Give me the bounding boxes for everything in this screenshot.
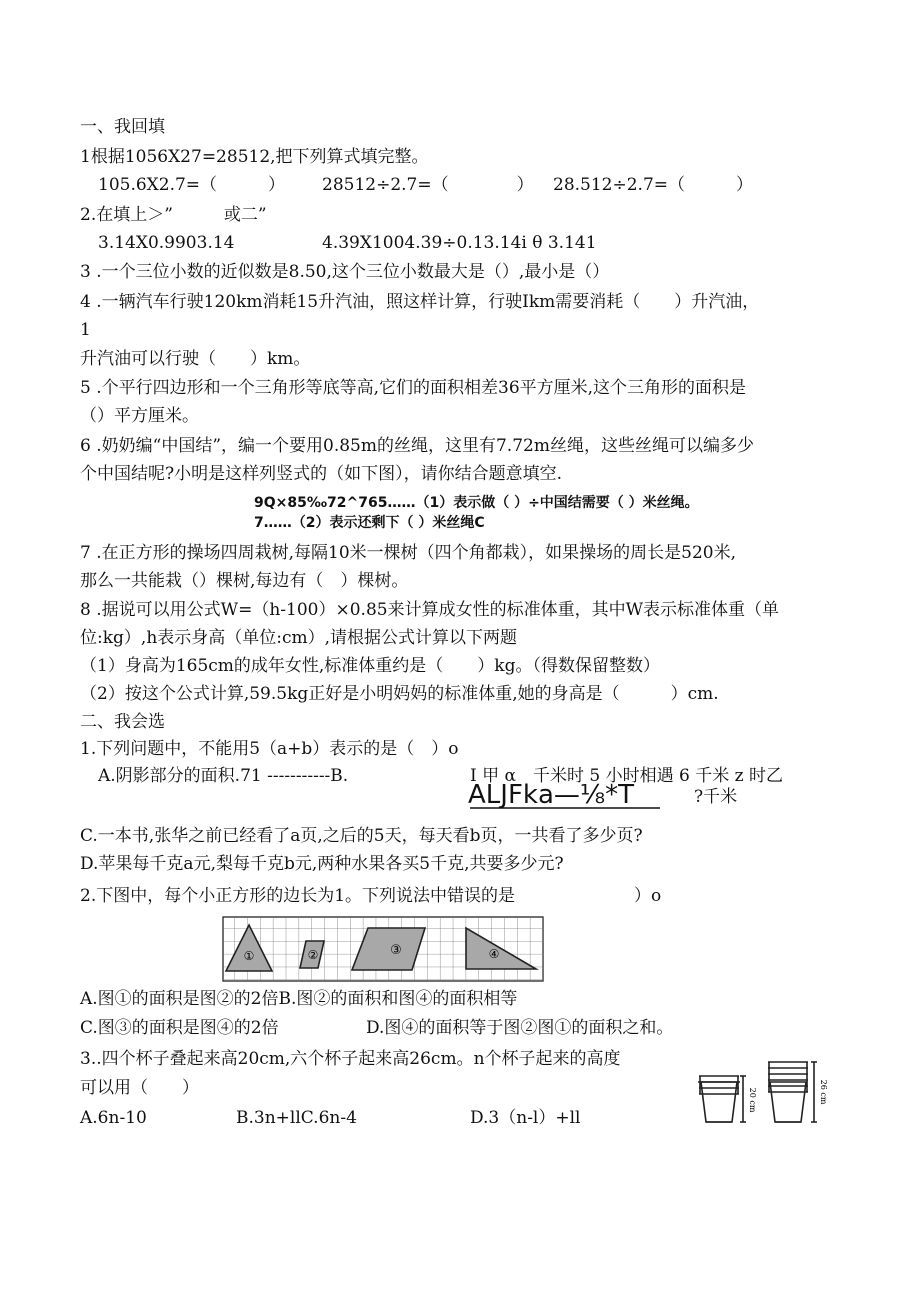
q5-line-1: 5 .个平行四边形和一个三角形等底等高,它们的面积相差36平方厘米,这个三角形的面积是 (80, 378, 747, 398)
s2-q1-option-d: D.苹果每千克a元,梨每千克b元,两种水果各买5千克,共要多少元? (80, 854, 564, 874)
q1-item-1: 105.6X2.7=（ ） (98, 175, 286, 195)
cup-stack-4 (698, 1076, 746, 1122)
q2-stem: 2.在填上＞” 或二” (80, 205, 267, 225)
s2-q2-stem: 2.下图中，每个小正方形的边长为1。下列说法中错误的是 (80, 886, 516, 906)
s2-q1-option-c: C.一本书,张华之前已经看了a页,之后的5天，每天看b页，一共看了多少页? (80, 826, 643, 846)
s2-q3-option-d: D.3（n-l）+ll (470, 1108, 581, 1128)
q5-line-2: （）平方厘米。 (80, 406, 199, 426)
q6-calc-line-2: 7……（2）表示还剩下（ ）米丝绳C (254, 515, 485, 531)
q1-item-2: 28512÷2.7=（ ） (322, 175, 534, 195)
q4-line-2: 1 (80, 320, 91, 340)
s2-q1-option-b-underline (470, 806, 670, 810)
section-2-title: 二、我会选 (80, 712, 165, 732)
s2-q3-option-bc: B.3n+llC.6n-4 (236, 1108, 357, 1128)
s2-q3-option-a: A.6n-10 (80, 1108, 147, 1128)
s2-q1-stem: 1.下列问题中，不能用5（a+b）表示的是（ ）o (80, 739, 459, 759)
shape-4-label: ④ (488, 947, 500, 961)
s2-q1-option-b-line-1: I 甲 α 千米时 5 小时相遇 6 千米 z 时乙 (470, 766, 784, 786)
s2-q2-option-ab: A.图①的面积是图②的2倍B.图②的面积和图④的面积相等 (80, 989, 518, 1009)
s2-q2-option-d: D.图④的面积等于图②图①的面积之和。 (366, 1018, 674, 1038)
q8-line-1: 8 .据说可以用公式W=（h-100）×0.85来计算成女性的标准体重，其中W表示标准体重（单 (80, 600, 780, 620)
s2-q3-line-2: 可以用（ ） (80, 1078, 199, 1098)
shape-2-label: ② (307, 948, 319, 962)
shape-1-label: ① (243, 949, 255, 963)
s2-q2-option-c: C.图③的面积是图④的2倍 (80, 1018, 279, 1038)
q7-line-2: 那么一共能栽（）棵树,每边有（ ）棵树。 (80, 571, 409, 591)
q8-line-2: 位:kg）,h表示身高（单位:cm）,请根据公式计算以下两题 (80, 628, 518, 648)
cup-stack-6 (768, 1062, 817, 1122)
q2-item-2: 4.39X1004.39÷0.13.14i θ 3.141 (322, 233, 597, 253)
q6-calc-line-1: 9Q×85‰72^765……（1）表示做（ ）÷中国结需要（ ）米丝绳。 (254, 495, 699, 511)
q6-line-2: 个中国结呢?小明是这样列竖式的（如下图），请你结合题意填空. (80, 464, 563, 484)
cups-figure (694, 1056, 826, 1130)
q2-item-1: 3.14X0.9903.14 (98, 233, 235, 253)
q6-line-1: 6 .奶奶编“中国结”，编一个要用0.85m的丝绳，这里有7.72m丝绳，这些丝绳可以编多少 (80, 436, 754, 456)
s2-q1-option-a: A.阴影部分的面积.71 -----------B. (98, 766, 349, 786)
q3-text: 3 .一个三位小数的近似数是8.50,这个三位小数最大是（）,最小是（） (80, 262, 610, 282)
s2-q1-option-b-line-3: ?千米 (694, 787, 738, 807)
q8-sub-2: （2）按这个公式计算,59.5kg正好是小明妈妈的标准体重,她的身高是（ ）cm. (80, 684, 719, 704)
q1-stem: 1根据1056X27=28512,把下列算式填完整。 (80, 147, 429, 167)
cups-height-26: 26 cm (819, 1079, 828, 1105)
q1-item-3: 28.512÷2.7=（ ） (553, 175, 754, 195)
section-1-title: 一、我回填 (80, 117, 165, 137)
q4-line-3: 升汽油可以行驶（ ）km。 (80, 349, 311, 369)
s2-q1-option-b-diagram: ΑLJFkа—⅛*T (468, 780, 634, 810)
s2-q3-line-1: 3..四个杯子叠起来高20cm,六个杯子起来高26cm。n个杯子起来的高度 (80, 1049, 621, 1069)
grid-figure (222, 916, 544, 982)
cups-height-20: 20 cm (748, 1087, 757, 1113)
shape-3-label: ③ (390, 943, 402, 958)
q4-line-1: 4 .一辆汽车行驶120km消耗15升汽油，照这样计算，行驶Ikm需要消耗（ ）升汽油， (80, 292, 760, 312)
s2-q2-stem-end: ）o (634, 886, 662, 906)
q7-line-1: 7 .在正方形的操场四周栽树,每隔10米一棵树（四个角都栽），如果操场的周长是520米, (80, 543, 737, 563)
q8-sub-1: （1）身高为165cm的成年女性,标准体重约是（ ）kg。（得数保留整数） (80, 656, 660, 676)
